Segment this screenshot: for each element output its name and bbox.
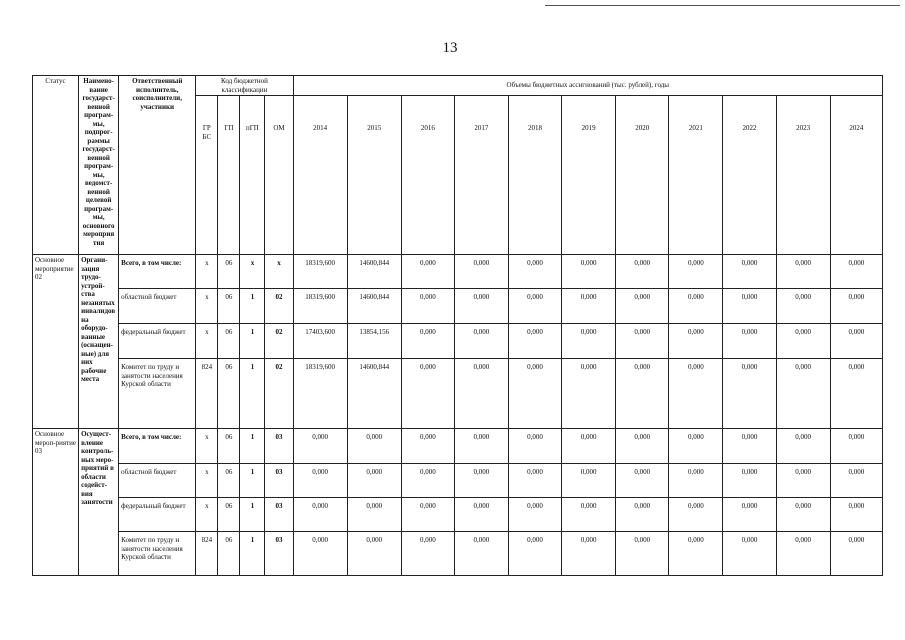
row-value-cell: 0,000 [454,289,508,324]
row-code-cell: 1 [240,532,265,576]
header-year: 2020 [616,96,669,255]
row-value-cell: 0,000 [616,429,669,464]
header-row [33,76,883,96]
row-code-cell: 824 [196,359,218,429]
row-value-cell: 0,000 [616,324,669,359]
row-value-cell: 0,000 [776,324,830,359]
header-budget-code: Код бюджетной классификации [196,76,293,96]
row-code-cell: 03 [265,464,293,498]
budget-table [32,75,883,576]
row-value-cell: 0,000 [669,429,723,464]
row-value-cell: 0,000 [669,289,723,324]
header-status: Статус [33,76,79,255]
row-value-cell: 0,000 [293,429,347,464]
row-executor: федеральный бюджет [119,498,196,532]
row-code-cell: x [196,289,218,324]
table-row [33,289,883,324]
row-value-cell: 0,000 [776,255,830,289]
row-value-cell: 0,000 [508,429,561,464]
row-code-cell: 824 [196,532,218,576]
row-value-cell: 0,000 [508,289,561,324]
row-code-cell: x [240,255,265,289]
row-value-cell: 0,000 [562,429,616,464]
row-value-cell: 0,000 [347,464,401,498]
row-value-cell: 0,000 [347,532,401,576]
row-code-cell: 1 [240,429,265,464]
row-value-cell: 0,000 [776,359,830,429]
table-row [33,464,883,498]
row-value-cell: 0,000 [776,289,830,324]
row-value-cell: 14600,844 [347,289,401,324]
row-code-cell: x [196,464,218,498]
row-value-cell: 0,000 [454,324,508,359]
row-measure-name: Органи-зация трудо-устрой-ства незанятых инвалидов на оборудо-ванные (оснащен-ные) для них рабочие места [79,255,119,429]
row-executor: федеральный бюджет [119,324,196,359]
header-year: 2024 [830,96,882,255]
row-value-cell: 0,000 [508,255,561,289]
row-value-cell: 0,000 [454,429,508,464]
row-value-cell: 0,000 [669,532,723,576]
row-status: Основное мероп-риятие 03 [33,429,79,576]
header-year: 2016 [401,96,454,255]
row-code-cell: 1 [240,359,265,429]
row-code-cell: x [265,255,293,289]
row-value-cell: 0,000 [616,532,669,576]
row-value-cell: 0,000 [508,498,561,532]
row-value-cell: 0,000 [562,324,616,359]
header-year: 2022 [723,96,776,255]
row-value-cell: 0,000 [616,359,669,429]
row-value-cell: 0,000 [562,532,616,576]
row-code-cell: 02 [265,289,293,324]
header-code-col: ОМ [265,96,293,255]
row-value-cell: 0,000 [669,255,723,289]
row-value-cell: 0,000 [669,464,723,498]
table-row [33,429,883,464]
row-value-cell: 0,000 [723,324,776,359]
header-year: 2015 [347,96,401,255]
header-code-col: ГП [218,96,240,255]
header-executor: Ответственный исполнитель, соисполнители, участники [119,76,196,255]
row-code-cell: x [196,255,218,289]
row-value-cell: 0,000 [830,324,882,359]
row-code-cell: 06 [218,359,240,429]
row-value-cell: 0,000 [454,498,508,532]
row-code-cell: 02 [265,324,293,359]
row-value-cell: 0,000 [347,498,401,532]
row-value-cell: 0,000 [723,359,776,429]
page-number: 13 [442,40,458,56]
row-code-cell: 06 [218,464,240,498]
row-code-cell: 02 [265,359,293,429]
row-code-cell: 06 [218,324,240,359]
row-executor: Комитет по труду и занятости населения Курской области [119,532,196,576]
row-code-cell: 03 [265,429,293,464]
row-value-cell: 0,000 [830,429,882,464]
header-code-col: пГП [240,96,265,255]
header-name: Наимено-вание государст-венной програм-мы, подпрог-раммы государст-венной програм-мы, ведомст-венной целевой програм-мы, основного мероприя тия [79,76,119,255]
row-value-cell: 14600,844 [347,359,401,429]
table-row [33,324,883,359]
header-year: 2014 [293,96,347,255]
row-value-cell: 0,000 [454,464,508,498]
row-code-cell: 06 [218,255,240,289]
row-value-cell: 0,000 [669,324,723,359]
row-value-cell: 0,000 [562,289,616,324]
row-value-cell: 0,000 [830,289,882,324]
row-executor: Всего, в том числе: [119,429,196,464]
row-value-cell: 0,000 [508,359,561,429]
header-year: 2019 [562,96,616,255]
row-code-cell: 06 [218,532,240,576]
row-value-cell: 18319,600 [293,255,347,289]
header-year: 2023 [776,96,830,255]
table-row [33,532,883,576]
row-value-cell: 0,000 [830,464,882,498]
row-value-cell: 0,000 [723,464,776,498]
row-value-cell: 0,000 [830,532,882,576]
table-row [33,359,883,429]
header-year: 2017 [454,96,508,255]
row-value-cell: 0,000 [562,359,616,429]
row-executor: областной бюджет [119,464,196,498]
row-value-cell: 0,000 [401,429,454,464]
row-code-cell: 06 [218,429,240,464]
row-value-cell: 0,000 [401,255,454,289]
row-value-cell: 0,000 [293,532,347,576]
row-value-cell: 0,000 [776,429,830,464]
header-year: 2018 [508,96,561,255]
row-value-cell: 0,000 [830,359,882,429]
row-value-cell: 0,000 [508,324,561,359]
row-code-cell: 06 [218,498,240,532]
row-value-cell: 14600,844 [347,255,401,289]
row-value-cell: 0,000 [401,324,454,359]
row-value-cell: 0,000 [401,289,454,324]
row-value-cell: 0,000 [723,289,776,324]
row-value-cell: 0,000 [401,464,454,498]
row-value-cell: 0,000 [293,464,347,498]
row-code-cell: 1 [240,498,265,532]
row-value-cell: 0,000 [616,289,669,324]
row-value-cell: 0,000 [723,532,776,576]
row-measure-name: Осущест-вление контроль-ных меро-приятий в области содейст-вия занятости [79,429,119,576]
row-value-cell: 17403,600 [293,324,347,359]
row-executor: Всего, в том числе: [119,255,196,289]
row-value-cell: 0,000 [454,532,508,576]
row-code-cell: 1 [240,324,265,359]
table-row [33,498,883,532]
row-value-cell: 0,000 [723,429,776,464]
row-value-cell: 13854,156 [347,324,401,359]
row-value-cell: 0,000 [401,359,454,429]
row-value-cell: 0,000 [616,464,669,498]
row-value-cell: 0,000 [830,255,882,289]
header-volumes: Объемы бюджетных ассигнований (тыс. рублей), годы [293,76,882,96]
header-code-col: ГР БС [196,96,218,255]
row-value-cell: 0,000 [401,498,454,532]
table-row [33,255,883,289]
row-value-cell: 0,000 [616,255,669,289]
row-value-cell: 0,000 [776,464,830,498]
row-executor: Комитет по труду и занятости населения Курской области [119,359,196,429]
row-value-cell: 0,000 [669,359,723,429]
row-code-cell: 1 [240,289,265,324]
row-code-cell: x [196,498,218,532]
row-executor: областной бюджет [119,289,196,324]
row-value-cell: 0,000 [347,429,401,464]
row-code-cell: 06 [218,289,240,324]
row-code-cell: 03 [265,532,293,576]
row-value-cell: 0,000 [562,498,616,532]
row-value-cell: 0,000 [454,255,508,289]
row-value-cell: 0,000 [562,464,616,498]
row-value-cell: 0,000 [669,498,723,532]
row-value-cell: 0,000 [293,498,347,532]
row-value-cell: 0,000 [508,464,561,498]
row-value-cell: 0,000 [723,255,776,289]
row-value-cell: 0,000 [830,498,882,532]
row-value-cell: 0,000 [776,532,830,576]
row-code-cell: 03 [265,498,293,532]
row-value-cell: 0,000 [562,255,616,289]
row-value-cell: 18319,600 [293,289,347,324]
row-value-cell: 18319,600 [293,359,347,429]
row-status: Основное мероприятие 02 [33,255,79,429]
row-code-cell: x [196,324,218,359]
row-value-cell: 0,000 [454,359,508,429]
row-value-cell: 0,000 [508,532,561,576]
row-value-cell: 0,000 [723,498,776,532]
row-value-cell: 0,000 [401,532,454,576]
row-value-cell: 0,000 [776,498,830,532]
row-code-cell: x [196,429,218,464]
top-rule [545,5,900,6]
row-code-cell: 1 [240,464,265,498]
header-year: 2021 [669,96,723,255]
row-value-cell: 0,000 [616,498,669,532]
